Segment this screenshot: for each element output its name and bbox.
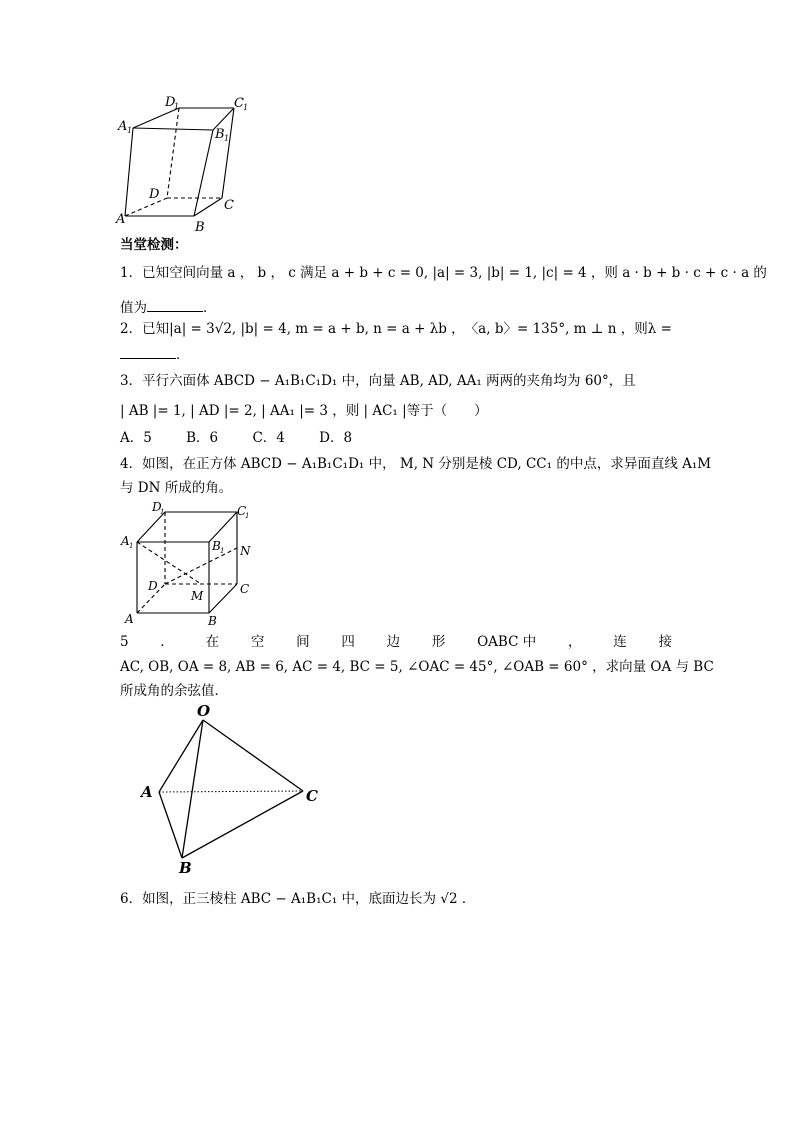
label-B1-sub: 1 xyxy=(224,134,230,143)
q1-line2-text: 值为 xyxy=(120,300,147,316)
q5-part: ． xyxy=(160,634,174,650)
q2-part: 已 xyxy=(142,321,156,337)
q6-line1: 6．如图，正三棱柱 ABC − A₁B₁C₁ 中，底面边长为 √2 ． xyxy=(120,891,476,907)
q5-part: 连 xyxy=(613,634,627,650)
label-D1-sub: 1 xyxy=(160,508,165,516)
label-D: D xyxy=(148,579,158,593)
q2-part: 〈a, b〉= 135°, m ⊥ n ， xyxy=(464,321,635,337)
parallelepiped-figure xyxy=(112,90,262,238)
q3-line2: | AB |= 1, | AD |= 2, | AA₁ |= 3 ，则 | AC₁ |等于（ ） xyxy=(120,403,488,419)
label-D1: D xyxy=(152,500,162,514)
q3-choice-c: C．4 xyxy=(252,430,285,446)
q5-line2: AC, OB, OA = 8, AB = 6, AC = 4, BC = 5, ∠OAC = 45°, ∠OAB = 60° ，求向量 OA 与 BC xyxy=(120,659,714,675)
q2-line2-end: ． xyxy=(176,347,190,363)
q5-part: 接 xyxy=(658,634,672,650)
q4-line1: 4．如图，在正方体 ABCD − A₁B₁C₁D₁ 中， M, N 分别是棱 CD, CC₁ 的中点，求异面直线 A₁M xyxy=(120,456,712,472)
label-B1: B xyxy=(215,127,225,142)
label-A1-sub: 1 xyxy=(127,126,133,135)
label-C: C xyxy=(224,198,234,213)
q5-part: 5 xyxy=(120,634,129,650)
q5-line1 xyxy=(120,633,672,651)
q3-line1: 3．平行六面体 ABCD − A₁B₁C₁D₁ 中，向量 AB, AD, AA₁ 两两的夹角均为 60°，且 xyxy=(120,373,636,389)
q2-part: 知 xyxy=(155,321,170,337)
label-C: C xyxy=(306,787,318,805)
label-A: A xyxy=(116,212,126,227)
section-title: 当堂检测： xyxy=(120,237,188,253)
label-C: C xyxy=(240,582,250,596)
q1-line2 xyxy=(120,297,217,317)
label-C1: C xyxy=(237,504,247,518)
q5-part: 在 xyxy=(205,634,220,650)
label-B: B xyxy=(195,220,205,235)
q5-part: ， xyxy=(567,634,582,650)
q3-choice-a: A．5 xyxy=(120,430,152,446)
label-D1-sub: 1 xyxy=(174,102,180,111)
cube-figure xyxy=(112,498,262,628)
label-B1-sub: 1 xyxy=(220,547,225,555)
label-D: D xyxy=(149,187,160,202)
q1-answer-blank xyxy=(147,297,203,312)
label-N: N xyxy=(240,544,251,558)
q5-part: 边 xyxy=(386,634,401,650)
label-A1-sub: 1 xyxy=(129,542,134,550)
q2-part: 则 xyxy=(634,321,648,337)
q3-choices xyxy=(120,429,382,447)
q5-part: 形 xyxy=(431,634,446,650)
q5-line3: 所成角的余弦值． xyxy=(120,683,228,699)
q4-line2: 与 DN 所成的角。 xyxy=(120,480,233,496)
q2-part: 2 xyxy=(120,321,129,337)
q2-part: ． xyxy=(128,321,143,337)
q2-part: λ = xyxy=(647,321,672,337)
label-B: B xyxy=(208,614,217,628)
label-A1: A xyxy=(118,119,128,134)
label-C1: C xyxy=(234,96,244,111)
label-C1-sub: 1 xyxy=(243,103,249,112)
q3-choice-d: D．8 xyxy=(319,430,353,446)
tetrahedron-figure xyxy=(135,700,335,880)
label-M: M xyxy=(191,589,204,603)
label-O: O xyxy=(197,702,211,720)
label-A: A xyxy=(141,783,153,801)
q1-line1: 1．已知空间向量 a ， b ， c 满足 a + b + c = 0, |a| = 3, |b| = 1, |c| = 4 ，则 a · b + b · c + c · a 的 xyxy=(120,265,767,281)
q3-choice-b: B．6 xyxy=(186,430,219,446)
label-D1: D xyxy=(165,95,176,110)
label-A: A xyxy=(125,612,134,626)
q2-line1 xyxy=(120,320,672,338)
label-C1-sub: 1 xyxy=(245,512,250,520)
q5-part: OABC 中 xyxy=(477,634,537,650)
label-B1: B xyxy=(212,539,221,553)
q1-line2-end: ． xyxy=(203,300,217,316)
q2-part: |a| = 3√2, |b| = 4, m = a + b, n = a + λb ， xyxy=(169,321,465,337)
label-B: B xyxy=(179,859,192,877)
q5-part: 四 xyxy=(341,634,355,650)
q2-line2 xyxy=(120,344,190,364)
label-A1: A xyxy=(121,534,130,548)
q5-part: 空 xyxy=(250,634,265,650)
q2-answer-blank xyxy=(120,344,176,359)
q5-part: 间 xyxy=(296,634,310,650)
